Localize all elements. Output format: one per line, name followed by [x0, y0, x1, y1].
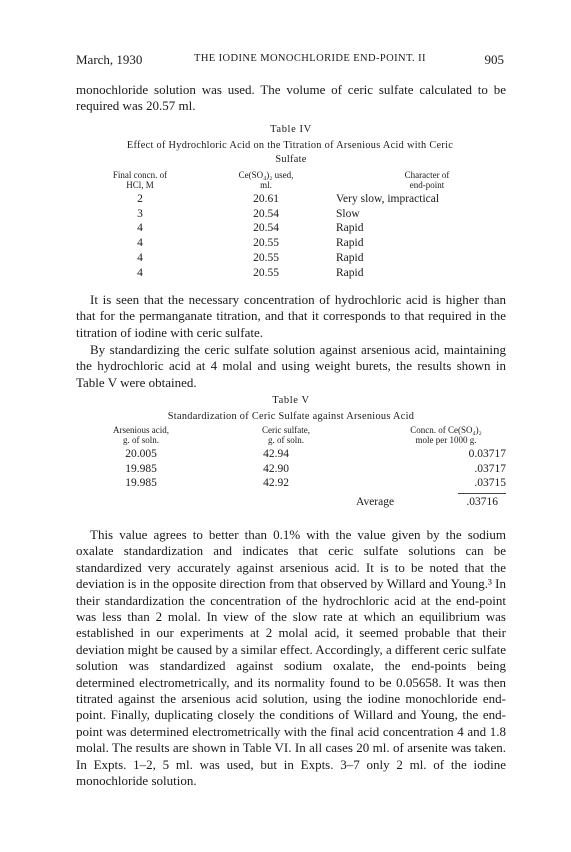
table4-col2-header: Ce(SO₄)₂ used, ml.: [238, 170, 294, 190]
header-date: March, 1930: [76, 52, 143, 67]
table5-col3-header: Concn. of Ce(SO₄)₂ mole per 1000 g.: [410, 425, 482, 445]
header-page-number: 905: [484, 52, 504, 67]
running-header: [76, 52, 504, 70]
table-row: 2 20.61 Very slow, impractical: [137, 193, 440, 205]
table4-title-line2: Sulfate: [275, 154, 307, 165]
table5-col1-header: Arsenious acid, g. of soln.: [113, 425, 169, 445]
table-row: 3 20.54 Slow: [137, 207, 360, 220]
table-row: 20.005 42.94 0.03717: [125, 448, 506, 460]
table-row: 4 20.55 Rapid: [137, 266, 364, 279]
table5-col2-header: Ceric sulfate, g. of soln.: [262, 425, 310, 445]
table4: [84, 192, 496, 280]
table-row: 19.985 42.92 .03715: [125, 477, 506, 490]
table5-title: Standardization of Ceric Sulfate against Arsenious Acid: [167, 411, 415, 422]
paragraph-mid-2: By standardizing the ceric sulfate solution against arsenious acid, maintaining the hydrochloric acid at 4 molal and using weight burets, the results shown in Table V were obtained.: [76, 342, 506, 390]
average-rule: [458, 493, 506, 494]
table5-label: Table V: [272, 395, 310, 406]
average-label: Average: [356, 496, 395, 508]
paragraph-bottom: This value agrees to better than 0.1% with the value given by the sodium oxalate standardization and indicates that ceric sulfate solutions can be standardized very accurately against arsenious acid. It is to be noted that the deviation is in the opposite direction from that observed by Willard and Young.³ In their standardization the concentration of the hydrochloric acid at the end-point was less than 2 molal. In view of the slow rate at which an equilibrium was established in our experiments at 2 molal acid, it seemed probable that their deviation might be caused by a similar effect. Accordingly, a different ceric sulfate solution was standardized against sodium oxalate, the end-points being determined electrometrically, and its normality found to be 0.05658. It was then titrated against the arsenious acid solution, using the iodine monochloride end-point. Finally, duplicating closely the conditions of Willard and Young, the end-point was determined electrometrically with the final acid concentration 4 and 1.8 molal. The results are shown in Table VI. In all cases 20 ml. of arsenite was taken. In Expts. 1–2, 5 ml. was used, but in Expts. 3–7 only 2 ml. of the iodine monochloride solution.: [76, 527, 506, 789]
table5: [76, 447, 514, 491]
table4-title-line1: Effect of Hydrochloric Acid on the Titration of Arsenious Acid with Ceric: [126, 140, 454, 151]
header-running-title: THE IODINE MONOCHLORIDE END-POINT. II: [194, 53, 426, 64]
paragraph-mid-1: It is seen that the necessary concentration of hydrochloric acid is higher than that for the permanganate titration, and that it corresponds to that required in the titration of iodine with ceric sulfate.: [76, 292, 506, 340]
table-row: 4 20.54 Rapid: [137, 222, 364, 235]
table-row: 4 20.55 Rapid: [137, 251, 364, 264]
table4-col1-header: Final concn. of HCl, M: [112, 170, 168, 190]
table4-label: Table IV: [270, 124, 312, 135]
table4-col3-header: Character of end-point: [404, 170, 450, 190]
average-value: .03716: [466, 496, 498, 508]
table-row: 4 20.55 Rapid: [137, 237, 364, 250]
paragraph-top: monochloride solution was used. The volume of ceric sulfate calculated to be required was 20.57 ml.: [76, 82, 506, 114]
table-row: 19.985 42.90 .03717: [125, 462, 506, 475]
